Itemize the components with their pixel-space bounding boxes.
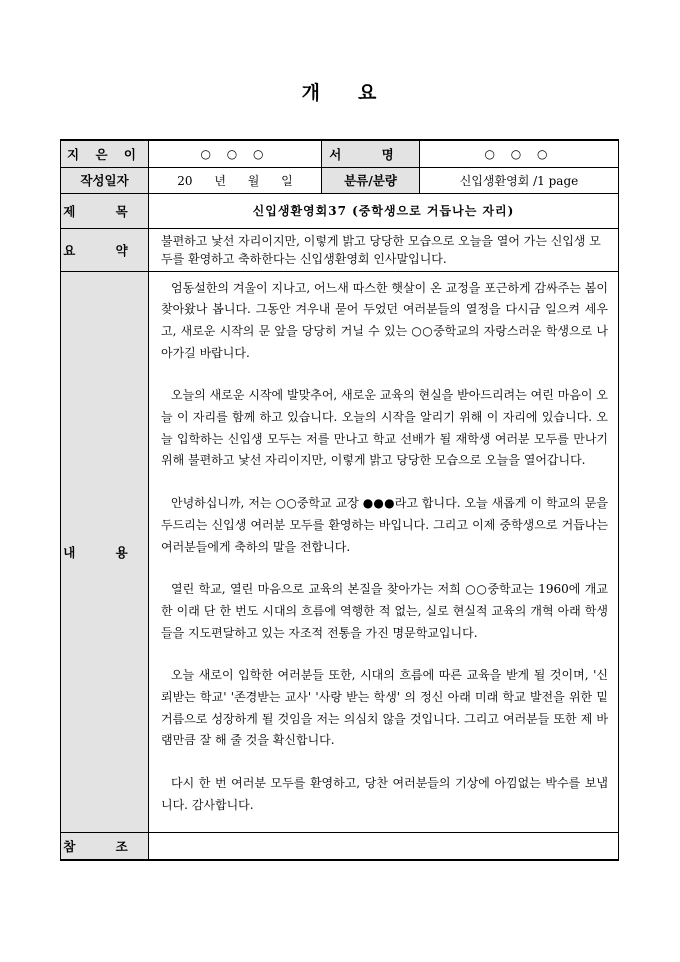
category-label: 분류/분량 <box>322 167 420 193</box>
reference-value <box>149 832 619 860</box>
content-paragraph: 엄동설한의 겨울이 지나고, 어느새 따스한 햇살이 온 교정을 포근하게 감싸주는 봄이 찾아왔나 봅니다. 그동안 겨우내 묻어 두었던 여러분들의 열정을 다시금 일으켜 세우고, 새로운 시작의 문 앞을 당당히 거닐 수 있는 ○○중학교의 자랑스러운 학생으로 나아가길 바랍니다. <box>161 280 608 360</box>
reference-label: 참 조 <box>61 832 149 860</box>
summary-label: 요 약 <box>61 228 149 271</box>
date-row <box>61 167 619 193</box>
subject-row <box>61 193 619 228</box>
date-label: 작성일자 <box>61 167 149 193</box>
content-paragraph: 안녕하십니까, 저는 ○○중학교 교장 ●●●라고 합니다. 오늘 새롭게 이 학교의 문을 두드리는 신입생 여러분 모두를 환영하는 바입니다. 그리고 이제 중학생으로 거듭나는 여러분들에게 축하의 말을 전합니다. <box>161 496 608 554</box>
category-value: 신입생환영회 /1 page <box>420 167 619 193</box>
content-row <box>61 271 619 832</box>
subject-label: 제 목 <box>61 193 149 228</box>
summary-form-table <box>60 139 619 861</box>
content-label: 내 용 <box>61 271 149 832</box>
content-paragraph: 오늘의 새로운 시작에 발맞추어, 새로운 교육의 현실을 받아드리려는 여린 마음이 오늘 이 자리를 함께 하고 있습니다. 오늘의 시작을 알리기 위해 이 자리에 있습니다. 오늘 입학하는 신입생 모두는 저를 만나고 학교 선배가 될 재학생 여러분 모두를 만나기 위해 불편하고 낯선 자리이지만, 이렇게 밝고 당당한 모습으로 오늘을 열어갑니다. <box>161 388 608 468</box>
signature-value: ○ ○ ○ <box>420 140 619 167</box>
title-part-2: 요 <box>358 82 379 104</box>
reference-row <box>61 832 619 860</box>
title-part-1: 개 <box>301 82 322 104</box>
content-paragraph: 오늘 새로이 입학한 여러분들 또한, 시대의 흐름에 따른 교육을 받게 될 것이며, '신뢰받는 학교' '존경받는 교사' '사랑 받는 학생' 의 정신 아래 미래 학교 발전을 위한 밑거름으로 성장하게 될 것임을 저는 의심치 않을 것입니다. 그리고 여러분들 또한 제 바램만큼 잘 해 줄 것을 확신합니다. <box>161 668 608 748</box>
content-paragraph: 열린 학교, 열린 마음으로 교육의 본질을 찾아가는 저희 ○○중학교는 1960에 개교한 이래 단 한 번도 시대의 흐름에 역행한 적 없는, 실로 현실적 교육의 개혁 아래 학생들을 지도편달하고 있는 자조적 전통을 가진 명문학교입니다. <box>161 582 608 640</box>
summary-row <box>61 228 619 271</box>
date-value: 20 년 월 일 <box>149 167 322 193</box>
author-value: ○ ○ ○ <box>149 140 322 167</box>
author-label: 지 은 이 <box>61 140 149 167</box>
document-title <box>0 78 680 105</box>
subject-value: 신입생환영회37 (중학생으로 거듭나는 자리) <box>149 193 619 228</box>
signature-label: 서 명 <box>322 140 420 167</box>
author-row <box>61 140 619 167</box>
summary-value: 불편하고 낯선 자리이지만, 이렇게 밝고 당당한 모습으로 오늘을 열어 가는 신입생 모두를 환영하고 축하한다는 신입생환영회 인사말입니다. <box>149 228 619 271</box>
content-paragraph: 다시 한 번 여러분 모두를 환영하고, 당찬 여러분들의 기상에 아낌없는 박수를 보냅니다. 감사합니다. <box>161 776 608 812</box>
content-body <box>149 271 619 832</box>
